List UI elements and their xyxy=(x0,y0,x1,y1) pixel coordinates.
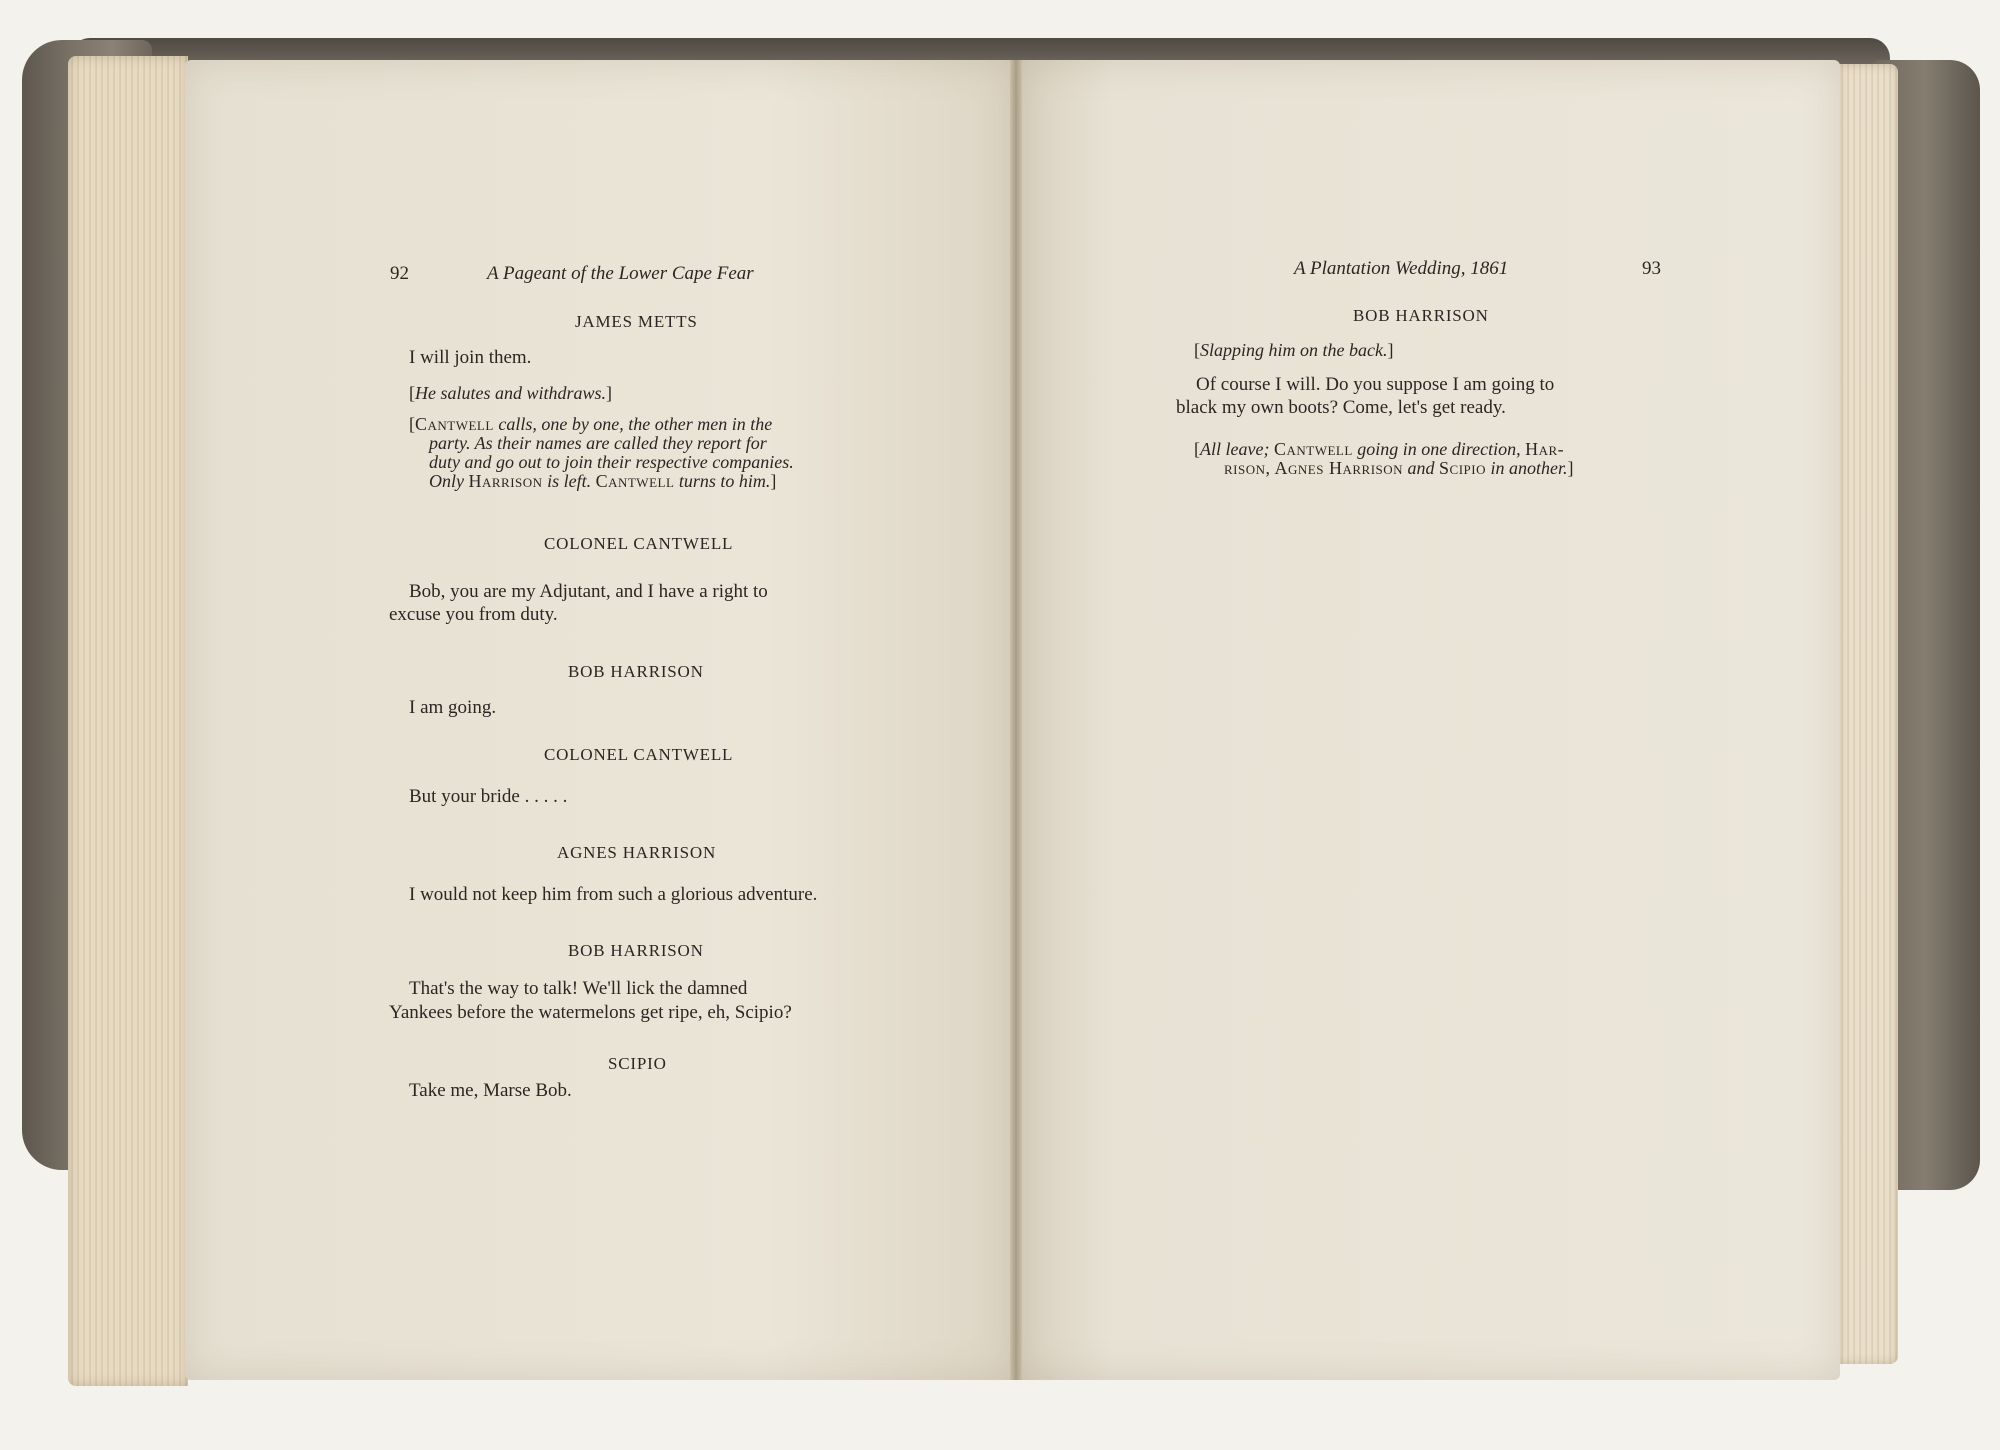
bracket: ] xyxy=(770,471,777,491)
character-name: rison, Agnes Harrison xyxy=(1224,458,1404,478)
stage-direction xyxy=(409,384,612,403)
bracket: ] xyxy=(606,383,613,403)
stage-direction-text: in another. xyxy=(1486,458,1568,478)
dialogue-line: Of course I will. Do you suppose I am going to xyxy=(1196,374,1555,395)
bracket: [ xyxy=(409,414,415,434)
stage-direction xyxy=(1194,440,1574,478)
stage-direction-text: party. As their names are called they report for xyxy=(429,433,767,453)
stage-direction-text: and xyxy=(1403,458,1440,478)
character-name: Cantwell xyxy=(1273,439,1353,459)
stage-direction-text: Only xyxy=(429,471,469,491)
stage-direction-text: is left. xyxy=(542,471,596,491)
dialogue-line: But your bride . . . . . xyxy=(409,786,568,807)
character-name: Harrison xyxy=(468,471,543,491)
page-edges-left xyxy=(68,56,188,1386)
dialogue-line: I am going. xyxy=(409,697,497,718)
dialogue-line: Yankees before the watermelons get ripe, eh, Scipio? xyxy=(389,1002,792,1023)
dialogue-line: That's the way to talk! We'll lick the damned xyxy=(409,978,748,999)
stage-direction-text: duty and go out to join their respective companies. xyxy=(429,452,794,472)
bracket: [ xyxy=(1194,439,1200,459)
dialogue-line: black my own boots? Come, let's get ready. xyxy=(1176,397,1506,418)
right-page-number: 93 xyxy=(1642,258,1661,279)
speaker-name: BOB HARRISON xyxy=(1353,306,1489,325)
bracket: [ xyxy=(1194,340,1200,360)
bracket: [ xyxy=(409,383,415,403)
speaker-name: JAMES METTS xyxy=(575,312,698,331)
dialogue-line: excuse you from duty. xyxy=(389,604,558,625)
book-gutter xyxy=(1010,60,1022,1380)
speaker-name: AGNES HARRISON xyxy=(557,843,717,862)
stage-direction-text: All leave; xyxy=(1200,439,1274,459)
left-running-title: A Pageant of the Lower Cape Fear xyxy=(487,263,754,284)
right-running-title: A Plantation Wedding, 1861 xyxy=(1294,258,1509,279)
character-name: Cantwell xyxy=(415,414,494,434)
stage-direction-text: Slapping him on the back. xyxy=(1200,340,1388,360)
left-page xyxy=(185,60,1015,1380)
speaker-name: BOB HARRISON xyxy=(568,941,704,960)
speaker-name: COLONEL CANTWELL xyxy=(544,745,734,764)
stage-direction xyxy=(409,415,885,491)
speaker-name: BOB HARRISON xyxy=(568,662,704,681)
stage-direction-text: He salutes and withdraws. xyxy=(415,383,607,403)
dialogue-line: I would not keep him from such a glorious adventure. xyxy=(409,884,818,905)
speaker-name: COLONEL CANTWELL xyxy=(544,534,734,553)
dialogue-line: Take me, Marse Bob. xyxy=(409,1080,572,1101)
character-name: Scipio xyxy=(1439,458,1486,478)
stage-direction-text: calls, one by one, the other men in the xyxy=(493,414,773,434)
character-name: Cantwell xyxy=(595,471,675,491)
stage-direction-text: going in one direction, xyxy=(1352,439,1526,459)
character-name: Har- xyxy=(1525,439,1565,459)
dialogue-line: Bob, you are my Adjutant, and I have a right to xyxy=(409,581,768,602)
stage-direction xyxy=(1194,341,1393,360)
bracket: ] xyxy=(1567,458,1574,478)
bracket: ] xyxy=(1387,340,1394,360)
left-page-number: 92 xyxy=(390,263,409,284)
stage-direction-text: turns to him. xyxy=(674,471,771,491)
page-edges-right xyxy=(1838,64,1898,1364)
speaker-name: SCIPIO xyxy=(608,1054,667,1073)
dialogue-line: I will join them. xyxy=(409,347,532,368)
